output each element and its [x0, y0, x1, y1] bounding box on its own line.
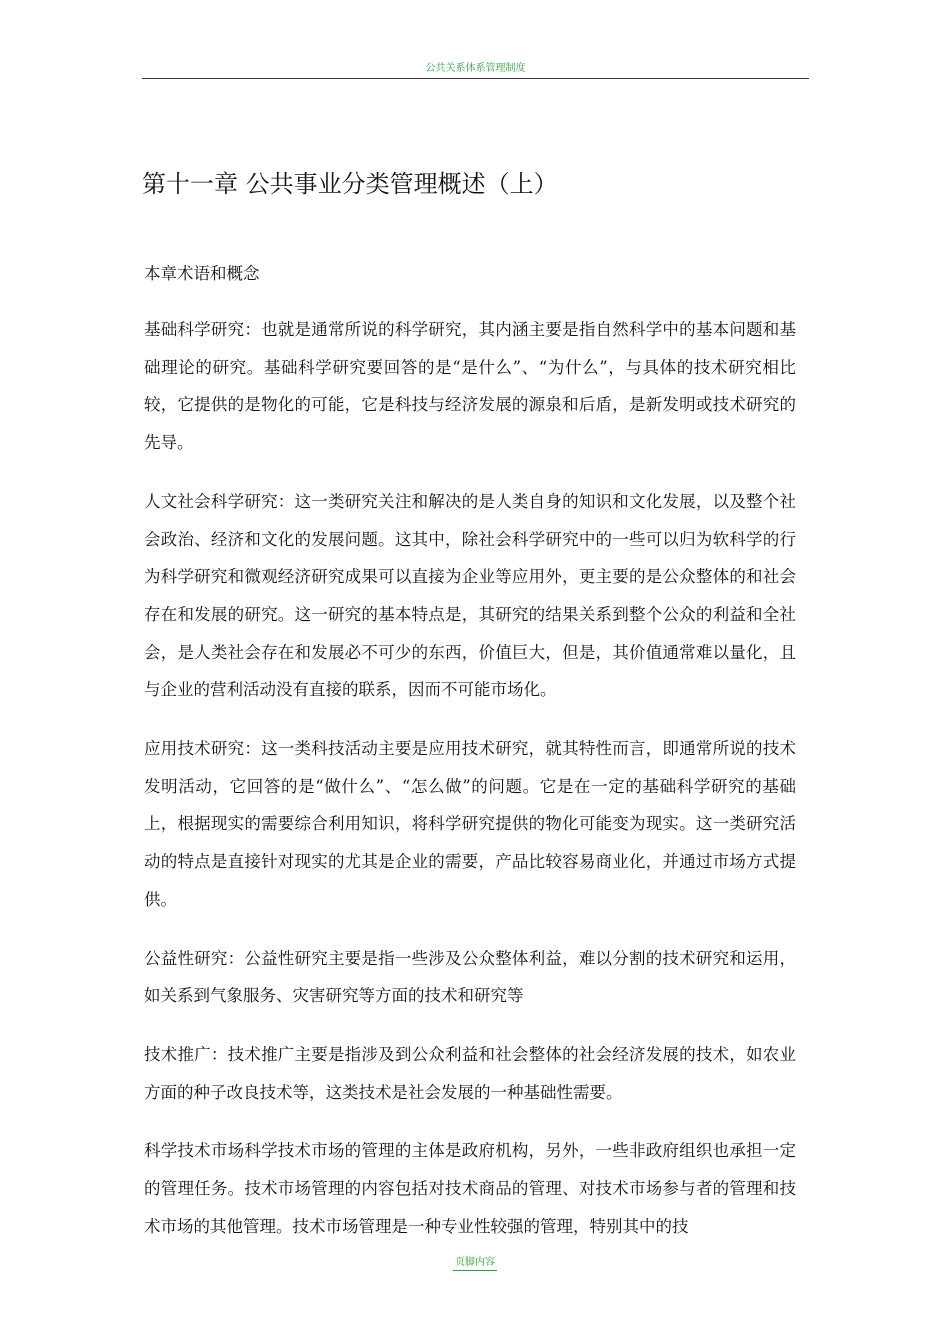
paragraph-technology-market: 科学技术市场科学技术市场的管理的主体是政府机构，另外，一些非政府组织也承担一定的管理任务。技术市场管理的内容包括对技术商品的管理、对技术市场参与者的管理和技术市场的其他管理。技术市场管理是一种专业性较强的管理，特别其中的技 [144, 1141, 796, 1236]
paragraph-applied-technology: 应用技术研究：这一类科技活动主要是应用技术研究，就其特性而言，即通常所说的技术发明活动，它回答的是“做什么”、“怎么做”的问题。它是在一定的基础科学研究的基础上，根据现实的需要综合利用知识，将科学研究提供的物化可能变为现实。这一类研究活动的特点是直接针对现实的尤其是企业的需要，产品比较容易商业化，并通过市场方式提供。 [144, 739, 796, 909]
paragraph-technology-promotion: 技术推广：技术推广主要是指涉及到公众利益和社会整体的社会经济发展的技术，如农业方面的种子改良技术等，这类技术是社会发展的一种基础性需要。 [144, 1044, 796, 1102]
section-heading: 本章术语和概念 [144, 264, 260, 283]
page-header [142, 62, 809, 79]
header-title: 公共关系体系管理制度 [425, 63, 526, 74]
page-footer [0, 1256, 950, 1271]
paragraph-basic-science: 基础科学研究：也就是通常所说的科学研究，其内涵主要是指自然科学中的基本问题和基础理论的研究。基础科学研究要回答的是“是什么”、“为什么”，与具体的技术研究相比较，它提供的是物化的可能，它是科技与经济发展的源泉和后盾，是新发明或技术研究的先导。 [144, 320, 796, 453]
chapter-title: 第十一章 公共事业分类管理概述（上） [142, 170, 558, 198]
paragraph-public-welfare-research: 公益性研究：公益性研究主要是指一些涉及公众整体利益，难以分割的技术研究和运用，如关系到气象服务、灾害研究等方面的技术和研究等 [144, 948, 796, 1006]
paragraph-humanities-social-science: 人文社会科学研究：这一类研究关注和解决的是人类自身的知识和文化发展，以及整个社会政治、经济和文化的发展问题。这其中，除社会科学研究中的一些可以归为软科学的行为科学研究和微观经济研究成果可以直接为企业等应用外，更主要的是公众整体的和社会存在和发展的研究。这一研究的基本特点是，其研究的结果关系到整个公众的利益和全社会，是人类社会存在和发展必不可少的东西，价值巨大，但是，其价值通常难以量化，且与企业的营利活动没有直接的联系，因而不可能市场化。 [144, 491, 796, 700]
footer-label: 页脚内容 [453, 1256, 497, 1271]
document-body [144, 258, 796, 1266]
